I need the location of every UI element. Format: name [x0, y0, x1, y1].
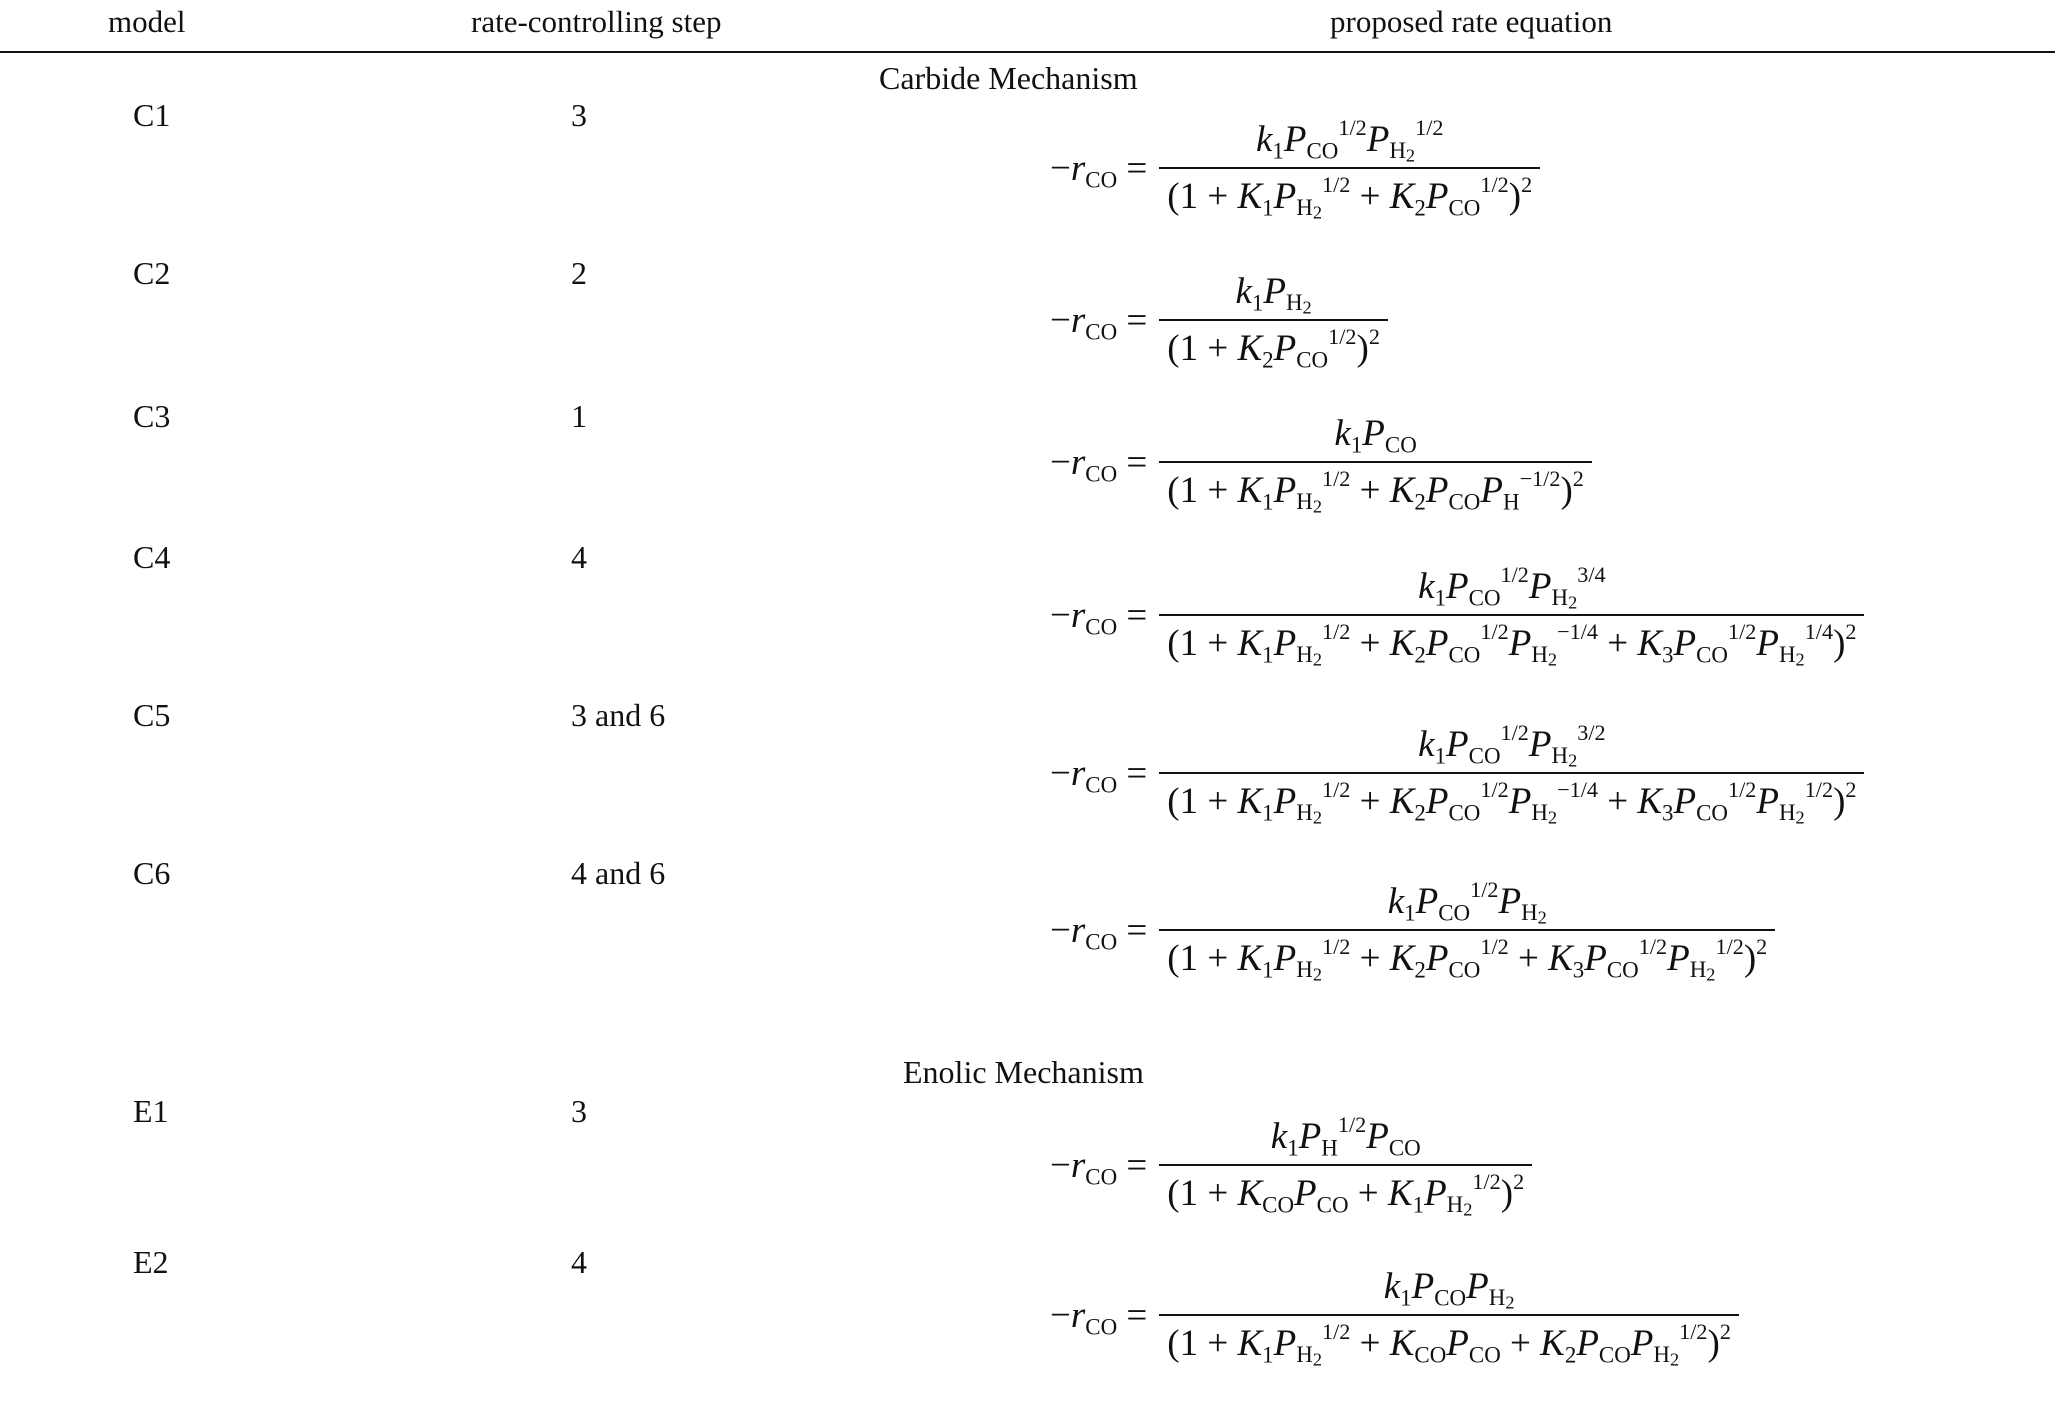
rate-equation-c4: $-r_{CO}$ = $\frac{k_1P_{CO}^{1/2}P_{H_2}^{3/4}}{(1 + K_1P_{H_2}^{1/2} + K_2P_{CO}^{1/2}P_{H_2}^{-1/4} + K_3P_{CO}^{1/2}P_{H_2}^{1/4})^2}$: [1050, 565, 1864, 665]
rate-equation-c6: $-r_{CO}$ = $\frac{k_1P_{CO}^{1/2}P_{H_2}}{(1 + K_1P_{H_2}^{1/2} + K_2P_{CO}^{1/2} + K_3P_{CO}^{1/2}P_{H_2}^{1/2})^2}$: [1050, 880, 1775, 980]
column-header-model: model: [108, 4, 186, 39]
column-header-proposed-rate-equation: proposed rate equation: [1330, 4, 1613, 39]
column-header-rate-controlling-step: rate-controlling step: [471, 4, 722, 39]
row-step-c3: 1: [571, 398, 587, 434]
rate-equation-e1: $-r_{CO}$ = $\frac{k_1P_H^{1/2}P_{CO}}{(1 + K_{CO}P_{CO} + K_1P_{H_2}^{1/2})^2}$: [1050, 1115, 1532, 1215]
rate-equation-c5: $-r_{CO}$ = $\frac{k_1P_{CO}^{1/2}P_{H_2}^{3/2}}{(1 + K_1P_{H_2}^{1/2} + K_2P_{CO}^{1/2}P_{H_2}^{-1/4} + K_3P_{CO}^{1/2}P_{H_2}^{1/2})^2}$: [1050, 723, 1864, 823]
row-model-e2: E2: [133, 1244, 169, 1280]
row-model-e1: E1: [133, 1093, 169, 1129]
row-step-c4: 4: [571, 539, 587, 575]
rate-equation-c1: $-r_{CO}$ = $\frac{k_1P_{CO}^{1/2}P_{H_2}^{1/2}}{(1 + K_1P_{H_2}^{1/2} + K_2P_{CO}^{1/2})^2}$: [1050, 118, 1540, 218]
row-model-c1: C1: [133, 97, 171, 133]
header-rule: [0, 51, 2055, 53]
row-step-e2: 4: [571, 1244, 587, 1280]
rate-equation-e2: $-r_{CO}$ = $\frac{k_1P_{CO}P_{H_2}}{(1 + K_1P_{H_2}^{1/2} + K_{CO}P_{CO} + K_2P_{CO}P_{H_2}^{1/2})^2}$: [1050, 1265, 1739, 1365]
row-step-c2: 2: [571, 255, 587, 291]
row-step-c6: 4 and 6: [571, 855, 666, 891]
row-step-e1: 3: [571, 1093, 587, 1129]
rate-equation-c2: $-r_{CO}$ = $\frac{k_1P_{H_2}}{(1 + K_2P_{CO}^{1/2})^2}$: [1050, 270, 1388, 370]
row-step-c5: 3 and 6: [571, 697, 666, 733]
row-model-c5: C5: [133, 697, 171, 733]
section-title-carbide: Carbide Mechanism: [879, 60, 1138, 96]
row-model-c6: C6: [133, 855, 171, 891]
rate-equation-c3: $-r_{CO}$ = $\frac{k_1P_{CO}}{(1 + K_1P_{H_2}^{1/2} + K_2P_{CO}P_H^{-1/2})^2}$: [1050, 412, 1592, 512]
section-title-enolic: Enolic Mechanism: [903, 1054, 1144, 1090]
row-model-c4: C4: [133, 539, 171, 575]
row-model-c3: C3: [133, 398, 171, 434]
row-model-c2: C2: [133, 255, 171, 291]
row-step-c1: 3: [571, 97, 587, 133]
